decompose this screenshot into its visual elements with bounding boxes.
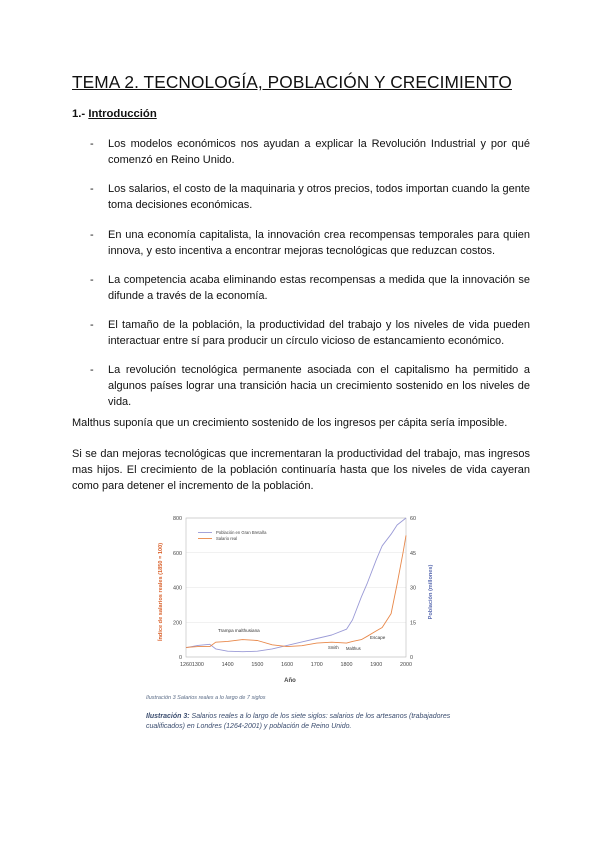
wages-population-chart (150, 510, 450, 685)
bullet-marker: - (90, 228, 94, 241)
page-title: TEMA 2. TECNOLOGÍA, POBLACIÓN Y CRECIMIENTO (72, 72, 512, 92)
y-tick-label-right: 15 (410, 620, 416, 627)
section-title: Introducción (88, 108, 157, 120)
y-tick-label-left: 0 (179, 655, 182, 661)
caption-text: Salarios reales a lo largo de los siete siglos: salarios de los artesanos (trabajadores cualificados) en Londres (1264-2001) y población de Reino Unido. (146, 713, 451, 730)
paragraph-tech: Si se dan mejoras tecnológicas que incrementaran la productividad del trabajo, mas ingresos mas hijos. El crecimiento de la población continuaría hasta que los niveles de vida cayeran como para detener el incremento de la población. (72, 448, 530, 492)
legend-entry-population: Población en Gran Bretaña (216, 530, 267, 535)
y-axis-label-right: Población (millones) (428, 564, 434, 620)
y-axis-label-left: Índice de salarios reales (1850 = 100) (158, 542, 164, 642)
legend-entry-wage: Salario real (216, 536, 238, 541)
list-item-text: En una economía capitalista, la innovación crea recompensas temporales para quien innova, y esto incentiva a encontrar mejoras tecnológicas que reduzcan costos. (108, 228, 530, 257)
annotation-smith: Smith (328, 645, 339, 650)
list-item-text: La revolución tecnológica permanente asociada con el capitalismo ha permitido a algunos países lograr una transición hacia un crecimiento sostenido en los niveles de vida. (108, 364, 530, 409)
x-tick-label: 1500 (251, 662, 264, 668)
figure-caption-small: Ilustración 3 Salarios reales a lo largo de 7 siglos (146, 695, 266, 701)
x-tick-label: 1900 (370, 662, 383, 668)
caption-label: Ilustración 3: (146, 713, 190, 720)
y-tick-label-left: 400 (173, 585, 182, 592)
list-item (72, 227, 530, 259)
y-tick-label-right: 45 (410, 550, 416, 557)
section-heading (72, 108, 157, 120)
section-number: 1.- (72, 108, 86, 120)
y-tick-label-right: 60 (410, 516, 416, 522)
x-tick-label: 1600 (281, 662, 294, 668)
y-tick-label-left: 600 (173, 550, 182, 557)
figure-caption (146, 712, 476, 732)
x-tick-label: 1700 (310, 662, 323, 668)
list-item (72, 181, 530, 213)
list-item-text: Los salarios, el costo de la maquinaria y otros precios, todos importan cuando la gente toma decisiones económicas. (108, 183, 530, 212)
bullet-marker: - (90, 138, 94, 150)
bullet-marker: - (90, 183, 94, 196)
x-tick-label: 2000 (400, 662, 412, 668)
x-tick-label: 1260 (180, 662, 192, 668)
list-item-text: Los modelos económicos nos ayudan a explicar la Revolución Industrial y por qué comenzó en Reino Unido. (108, 138, 530, 166)
annotation-malthus: Malthus (346, 646, 361, 651)
y-tick-label-right: 0 (410, 655, 413, 661)
x-tick-label: 1300 (191, 662, 204, 668)
bullet-list (72, 136, 530, 424)
x-tick-label: 1400 (221, 662, 234, 668)
list-item (72, 362, 530, 410)
y-tick-label-right: 30 (410, 585, 416, 592)
x-axis-label: Año (284, 678, 296, 684)
x-tick-label: 1800 (340, 662, 353, 668)
annotation-trampa: Trampa malthusiana (218, 628, 260, 633)
bullet-marker: - (90, 319, 94, 332)
list-item (72, 272, 530, 304)
annotation-escape: Escape (370, 635, 386, 640)
list-item (72, 136, 530, 168)
list-item (72, 317, 530, 349)
bullet-marker: - (90, 273, 94, 286)
list-item-text: El tamaño de la población, la productividad del trabajo y los niveles de vida pueden interactuar entre sí para producir un círculo vicioso de estancamiento económico. (108, 319, 530, 348)
bullet-marker: - (90, 364, 94, 377)
y-tick-label-left: 800 (173, 516, 182, 522)
list-item-text: La competencia acaba eliminando estas recompensas a medida que la innovación se difunde a través de la economía. (108, 273, 530, 302)
paragraph-malthus: Malthus suponía que un crecimiento sostenido de los ingresos per cápita sería imposible. (72, 417, 508, 429)
y-tick-label-left: 200 (173, 620, 182, 627)
